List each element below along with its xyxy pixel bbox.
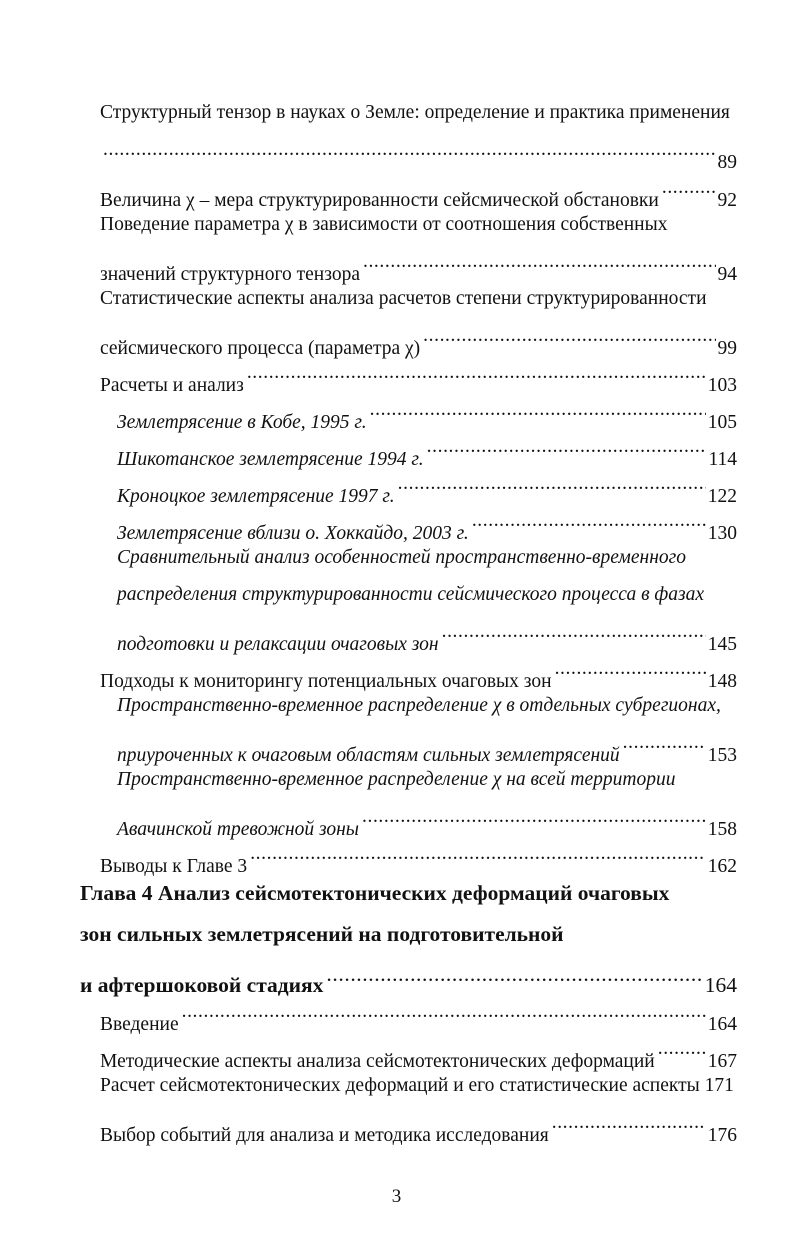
chapter-heading [80, 875, 737, 911]
toc-entry [117, 688, 737, 724]
toc-entry-text: подготовки и релаксации очаговых зон [117, 634, 439, 655]
toc-entry [100, 1068, 737, 1104]
toc-entry [100, 132, 737, 173]
page-number: 3 [391, 1186, 402, 1207]
toc-entry [117, 762, 737, 798]
toc-entry [100, 1031, 737, 1072]
toc-leader-dots [398, 466, 706, 502]
toc-leader-dots [555, 651, 706, 687]
toc-leader-dots [182, 994, 706, 1030]
toc-entry [100, 170, 737, 211]
toc-leader-dots [662, 170, 716, 206]
toc-entry-text: Расчеты и анализ [100, 375, 244, 396]
toc-entry [117, 725, 737, 766]
toc-page-number: 145 [707, 634, 737, 655]
toc-page-number: 153 [707, 745, 737, 766]
toc-entry-text: Землетрясение вблизи о. Хоккайдо, 2003 г. [117, 523, 469, 544]
toc-entry-text: и афтершоковой стадиях [80, 973, 324, 997]
toc-entry [100, 244, 737, 285]
toc-entry-text: Введение [100, 1014, 179, 1035]
toc-page-number: 92 [717, 190, 737, 211]
toc-entry-text: Структурный тензор в науках о Земле: определение и практика применения [100, 102, 730, 123]
toc-entry-text: Пространственно-временное распределение χ в отдельных субрегионах, [117, 695, 721, 716]
toc-page-number: 162 [707, 856, 737, 877]
toc-entry [117, 540, 737, 576]
toc-page-number: 164 [707, 1014, 737, 1035]
toc-leader-dots [427, 429, 707, 465]
toc-page-number: 130 [707, 523, 737, 544]
toc-entry [117, 392, 737, 433]
toc-leader-dots [250, 836, 706, 872]
toc-page-number: 158 [707, 819, 737, 840]
toc-entry-text: Выводы к Главе 3 [100, 856, 248, 877]
toc-leader-dots [247, 355, 706, 391]
toc-entry [117, 799, 737, 840]
toc-entry-text: Величина χ – мера структурированности сейсмической обстановки [100, 190, 659, 211]
toc-page-number: 148 [707, 671, 737, 692]
toc-page-number: 114 [708, 449, 737, 470]
toc-entry [117, 466, 737, 507]
toc-leader-dots [363, 244, 716, 280]
toc-entry [117, 577, 737, 613]
chapter-heading [80, 916, 737, 952]
toc-leader-dots [658, 1031, 706, 1067]
toc-entry-text: приуроченных к очаговым областям сильных землетрясений [117, 745, 620, 766]
toc-entry [100, 95, 737, 131]
toc-entry-text: зон сильных землетрясений на подготовительной [80, 922, 564, 946]
toc-page-number: 122 [707, 486, 737, 507]
toc-leader-dots [103, 132, 716, 168]
toc-entry [100, 355, 737, 396]
toc-page-number: 176 [707, 1125, 737, 1146]
toc-entry-text: Расчет сейсмотектонических деформаций и его статистические аспекты 171 [100, 1075, 734, 1096]
toc-entry-text: Шикотанское землетрясение 1994 г. [117, 449, 424, 470]
toc-entry-text: Землетрясение в Кобе, 1995 г. [117, 412, 367, 433]
toc-entry-text: Пространственно-временное распределение χ на всей территории [117, 769, 676, 790]
toc-leader-dots [472, 503, 706, 539]
toc-entry-text: распределения структурированности сейсмического процесса в фазах [117, 584, 705, 605]
toc-page-number: 94 [717, 264, 737, 285]
toc-entry [100, 207, 737, 243]
toc-entry [100, 836, 737, 877]
toc-leader-dots [362, 799, 706, 835]
toc-page-number: 103 [707, 375, 737, 396]
toc-entry-text: сейсмического процесса (параметра χ) [100, 338, 421, 359]
toc-leader-dots [552, 1105, 706, 1141]
toc-page-number: 164 [704, 973, 737, 997]
toc-entry-text: Подходы к мониторингу потенциальных очаговых зон [100, 671, 552, 692]
toc-entry-text: Поведение параметра χ в зависимости от соотношения собственных [100, 214, 668, 235]
toc-entry-text: Кроноцкое землетрясение 1997 г. [117, 486, 395, 507]
toc-page-number: 99 [717, 338, 737, 359]
toc-entry [117, 614, 737, 655]
toc-leader-dots [423, 318, 715, 354]
toc-entry [117, 503, 737, 544]
toc-entry-text: Авачинской тревожной зоны [117, 819, 359, 840]
toc-entry-text: Методические аспекты анализа сейсмотектонических деформаций [100, 1051, 655, 1072]
toc-page-number: 89 [717, 152, 737, 173]
chapter-heading [80, 956, 737, 997]
toc-entry [117, 429, 737, 470]
toc-page-number: 105 [707, 412, 737, 433]
toc-entry-text: Статистические аспекты анализа расчетов степени структурированности [100, 288, 707, 309]
toc-page-number: 167 [707, 1051, 737, 1072]
toc-entry-text: Сравнительный анализ особенностей пространственно-временного [117, 547, 686, 568]
toc-entry-text: значений структурного тензора [100, 264, 360, 285]
toc-leader-dots [326, 956, 702, 992]
toc-entry [100, 318, 737, 359]
toc-leader-dots [370, 392, 706, 428]
toc-leader-dots [623, 725, 706, 761]
toc-leader-dots [442, 614, 706, 650]
toc-entry [100, 1105, 737, 1146]
toc-entry [100, 651, 737, 692]
toc-entry-text: Глава 4 Анализ сейсмотектонических деформаций очаговых [80, 881, 670, 905]
toc-entry [100, 281, 737, 317]
toc-entry [100, 994, 737, 1035]
toc-entry-text: Выбор событий для анализа и методика исследования [100, 1125, 549, 1146]
